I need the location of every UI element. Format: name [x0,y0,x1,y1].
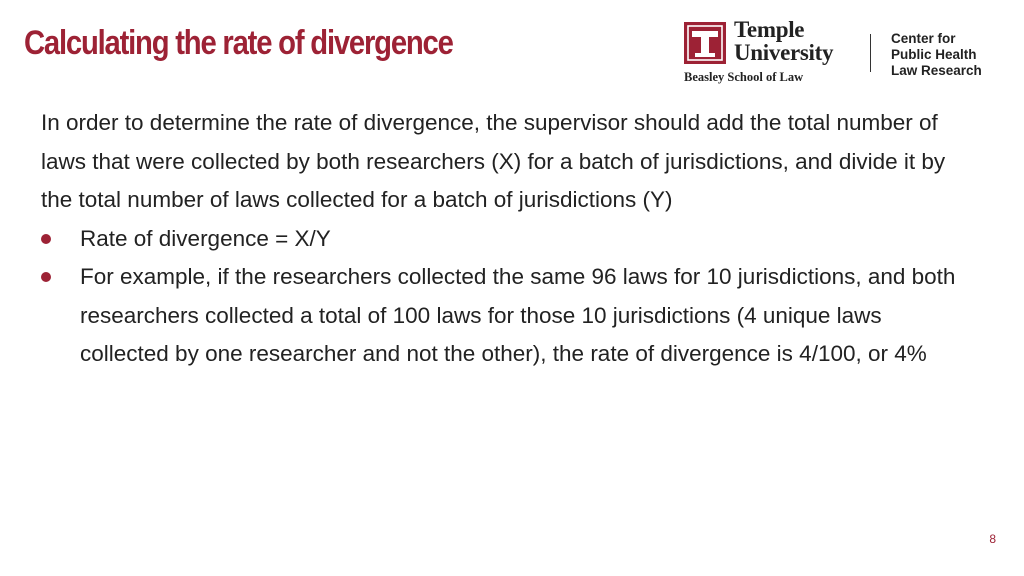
temple-t-icon [684,22,726,64]
bullet-item [41,258,961,374]
slide-title: Calculating the rate of divergence [24,24,453,62]
bullet-item [41,220,961,259]
center-name [891,31,982,79]
center-name-line3: Law Research [891,63,982,78]
logo-divider [870,34,871,72]
slide-body [41,104,961,374]
university-name-line1: Temple [734,17,805,42]
school-name: Beasley School of Law [684,70,804,84]
bullet-list [41,220,961,374]
center-name-line1: Center for [891,31,956,46]
university-name [734,18,833,64]
center-name-line2: Public Health [891,47,977,62]
bullet-icon [41,272,51,282]
bullet-text: Rate of divergence = X/Y [80,225,331,251]
bullet-text: For example, if the researchers collected the same 96 laws for 10 jurisdictions, and both researchers collected a total of 100 laws for those 10 jurisdictions (4 unique laws collected by one researcher and not the other), the rate of divergence is 4/100, or 4% [80,264,956,366]
intro-paragraph: In order to determine the rate of divergence, the supervisor should add the total number of laws that were collected by both researchers (X) for a batch of jurisdictions, and divide it by the total number of laws collected for a batch of jurisdictions (Y) [41,110,946,212]
university-name-line2: University [734,40,834,65]
page-number: 8 [989,532,996,546]
bullet-icon [41,234,51,244]
temple-logo [684,18,1004,88]
